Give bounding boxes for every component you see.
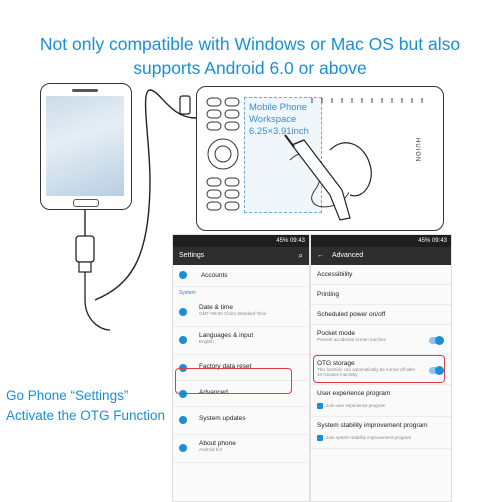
- list-item-user-experience[interactable]: [311, 385, 451, 417]
- checkbox-icon[interactable]: [317, 403, 323, 409]
- note-line-2: Activate the OTG Function: [6, 408, 166, 423]
- pocket-mode-toggle[interactable]: [429, 337, 443, 344]
- headline-line-2: supports Android 6.0 or above: [133, 58, 367, 78]
- info-icon: [179, 444, 187, 452]
- list-item-languages[interactable]: [173, 327, 309, 355]
- status-text: 45% 09:43: [418, 238, 447, 244]
- item-label: Languages & input: [199, 332, 254, 339]
- item-label: Pocket mode: [317, 330, 355, 337]
- item-label: System stability improvement program: [317, 422, 428, 429]
- item-label: About phone: [199, 440, 236, 447]
- tablet-brand: HUION: [414, 138, 420, 163]
- note-line-1: Go Phone “Settings”: [6, 388, 129, 403]
- list-item-printing[interactable]: [311, 285, 451, 305]
- item-sub: Prevent accidental screen touches: [317, 337, 386, 342]
- item-label: Factory data reset: [199, 363, 252, 370]
- advanced-title: Advanced: [331, 252, 364, 259]
- pen-illustration: [270, 120, 410, 230]
- back-arrow-icon[interactable]: ←: [317, 252, 324, 259]
- item-sub: This function can automatically be turned off after 10 minutes inactivity: [317, 367, 416, 377]
- item-sub: Join user experience program: [326, 403, 386, 409]
- item-label: OTG storage: [317, 360, 355, 367]
- settings-title: Settings: [179, 252, 205, 259]
- item-label: Accounts: [200, 271, 228, 279]
- workspace-line-2: Workspace: [249, 114, 297, 125]
- list-item-accounts[interactable]: [173, 265, 309, 287]
- item-label: System updates: [199, 415, 246, 422]
- headline-line-1: Not only compatible with Windows or Mac OS but also: [39, 34, 461, 54]
- usb-c-plug: [180, 96, 190, 114]
- section-header-system: System: [179, 290, 196, 296]
- clock-icon: [179, 308, 187, 316]
- item-label: Accessibility: [317, 271, 353, 278]
- advanced-app-bar: [311, 247, 451, 265]
- search-icon[interactable]: ⌕: [298, 251, 303, 260]
- globe-icon: [179, 336, 187, 344]
- list-item-scheduled-power[interactable]: [311, 305, 451, 325]
- item-sub: Join system stability improvement program: [326, 435, 412, 441]
- list-item-about-phone[interactable]: [173, 435, 309, 463]
- item-sub: English: [199, 339, 214, 344]
- item-label: Advanced: [199, 389, 228, 396]
- status-bar: [311, 235, 451, 247]
- list-item-pocket-mode[interactable]: [311, 325, 451, 355]
- status-text: 45% 09:43: [276, 238, 305, 244]
- otg-adapter: [76, 236, 94, 262]
- item-label: Printing: [317, 291, 340, 298]
- account-icon: [179, 271, 187, 279]
- advanced-highlight: [175, 368, 292, 394]
- workspace-line-1: Mobile Phone: [249, 102, 308, 113]
- list-item-accessibility[interactable]: [311, 265, 451, 285]
- list-item-system-updates[interactable]: [173, 407, 309, 435]
- instruction-note: [6, 386, 181, 426]
- item-label: Scheduled power on/off: [317, 311, 386, 318]
- list-item-date-time[interactable]: [173, 299, 309, 327]
- list-item-stability-program[interactable]: [311, 417, 451, 449]
- workspace-size: 6.25×3.91inch: [249, 126, 309, 137]
- item-label: Date & time: [199, 304, 233, 311]
- settings-app-bar: [173, 247, 309, 265]
- shortcut-ticks: [310, 98, 428, 104]
- item-sub: Android 6.0: [199, 447, 223, 452]
- item-sub: GMT+08:00 China Standard Time: [199, 311, 267, 316]
- checkbox-icon[interactable]: [317, 435, 323, 441]
- otg-highlight: [313, 355, 445, 383]
- status-bar: [173, 235, 309, 247]
- item-label: User experience program: [317, 390, 391, 397]
